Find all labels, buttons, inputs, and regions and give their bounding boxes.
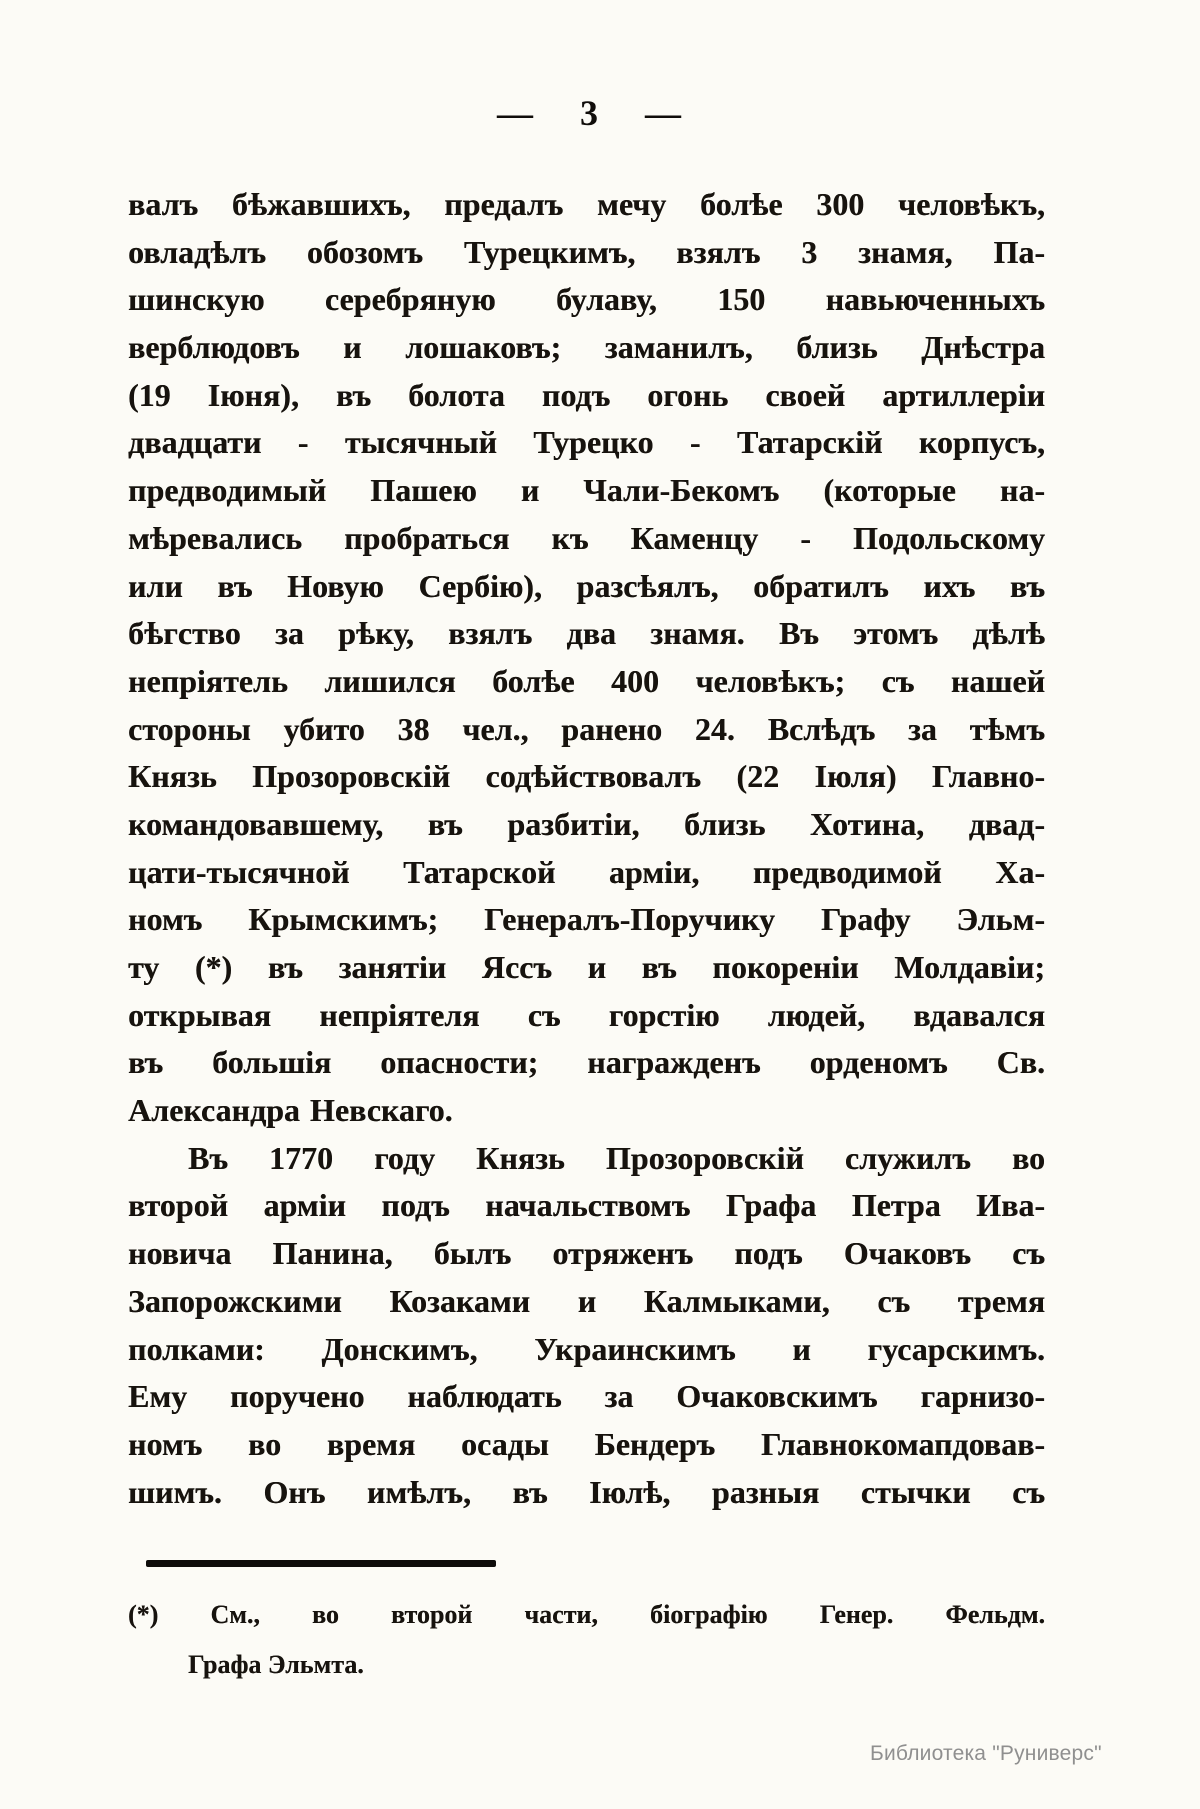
footnote-line: Графа Эльмта. [188, 1650, 364, 1679]
text-line: мѣревались пробраться къ Каменцу - Подольскому [128, 519, 1045, 556]
text-line: командовавшему, въ разбитіи, близь Хотина, двад- [128, 805, 1045, 842]
text-line: или въ Новую Сербію), разсѣялъ, обратилъ ихъ въ [128, 567, 1045, 604]
text-line: двадцати - тысячный Турецко - Татарскій корпусъ, [128, 424, 1045, 461]
text-line: второй арміи подъ начальствомъ Графа Петра Ива- [128, 1187, 1045, 1224]
text-line: предводимый Пашею и Чали-Бекомъ (которые на- [128, 472, 1045, 509]
text-line: Ему поручено наблюдать за Очаковскимъ гарнизо- [128, 1378, 1045, 1415]
text-line: новича Панина, былъ отряженъ подъ Очаковъ съ [128, 1235, 1045, 1272]
footnote [128, 1590, 1045, 1690]
text-line: Князь Прозоровскій содѣйствовалъ (22 Іюля) Главно- [128, 758, 1045, 795]
text-line: непріятель лишился болѣе 400 человѣкъ; съ нашей [128, 662, 1045, 699]
main-text [128, 181, 1045, 1516]
text-line: номъ во время осады Бендеръ Главнокомапдовав- [128, 1425, 1045, 1462]
text-line: полками: Донскимъ, Украинскимъ и гусарскимъ. [128, 1330, 1045, 1367]
text-line: бѣгство за рѣку, взялъ два знамя. Въ этомъ дѣлѣ [128, 615, 1045, 652]
footnote-line: (*) См., во второй части, біографію Генер. Фельдм. [128, 1600, 1045, 1629]
text-line: (19 Іюня), въ болота подъ огонь своей артиллеріи [128, 376, 1045, 413]
text-line: въ большія опасности; награжденъ орденомъ Св. [128, 1044, 1045, 1081]
footnote-separator [146, 1560, 496, 1567]
text-line: стороны убито 38 чел., ранено 24. Вслѣдъ за тѣмъ [128, 710, 1045, 747]
text-line: номъ Крымскимъ; Генералъ-Поручику Графу Эльм- [128, 901, 1045, 938]
text-line: открывая непріятеля съ горстію людей, вдавался [128, 996, 1045, 1033]
text-line: цати-тысячной Татарской арміи, предводимой Ха- [128, 853, 1045, 890]
text-line: верблюдовъ и лошаковъ; заманилъ, близь Днѣстра [128, 329, 1045, 366]
text-line: Запорожскими Козаками и Калмыками, съ тремя [128, 1282, 1045, 1319]
text-line: Александра Невскаго. [128, 1092, 453, 1129]
text-line: овладѣлъ обозомъ Турецкимъ, взялъ 3 знамя, Па- [128, 233, 1045, 270]
text-line: шинскую серебряную булаву, 150 навьюченныхъ [128, 281, 1045, 318]
page-number: — 3 — [497, 93, 683, 133]
library-watermark: Библиотека "Руниверс" [870, 1742, 1102, 1765]
text-line: шимъ. Онъ имѣлъ, въ Іюлѣ, разныя стычки съ [128, 1473, 1045, 1510]
text-line: ту (*) въ занятіи Яссъ и въ покореніи Молдавіи; [128, 949, 1045, 985]
text-line-paragraph-start: Въ 1770 году Князь Прозоровскій служилъ во [188, 1139, 1045, 1176]
text-line: валъ бѣжавшихъ, предалъ мечу болѣе 300 человѣкъ, [128, 186, 1045, 222]
